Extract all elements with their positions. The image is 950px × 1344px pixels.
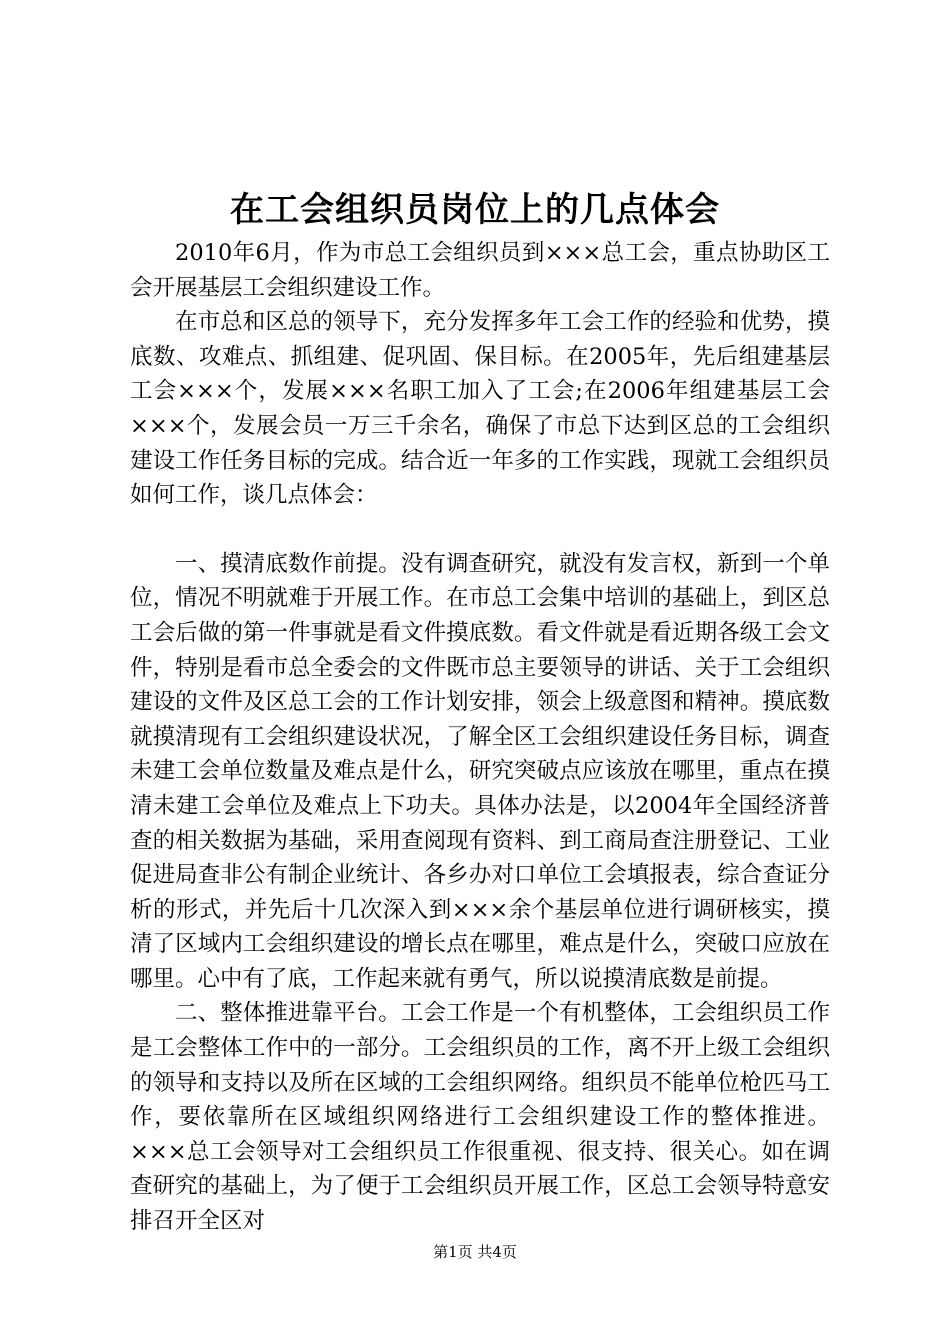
paragraph-intro: 2010年6月，作为市总工会组织员到×××总工会，重点协助区工会开展基层工会组织建设工作。 xyxy=(130,240,830,301)
document-title: 在工会组织员岗位上的几点体会 xyxy=(230,190,720,230)
paragraph-background: 在市总和区总的领导下，充分发挥多年工会工作的经验和优势，摸底数、攻难点、抓组建、促巩固、保目标。在2005年，先后组建基层工会×××个，发展×××名职工加入了工会;在2006年组建基层工会×××个，发展会员一万三千余名，确保了市总下达到区总的工会组织建设工作任务目标的完成。结合近一年多的工作实践，现就工会组织员如何工作，谈几点体会： xyxy=(130,309,830,509)
paragraph-point-two: 二、整体推进靠平台。工会工作是一个有机整体，工会组织员工作是工会整体工作中的一部分。工会组织员的工作，离不开上级工会组织的领导和支持以及所在区域的工会组织网络。组织员不能单位枪匹马工作，要依靠所在区域组织网络进行工会组织建设工作的整体推进。×××总工会领导对工会组织员工作很重视、很支持、很关心。如在调查研究的基础上，为了便于工会组织员开展工作，区总工会领导特意安排召开全区对 xyxy=(130,1000,830,1235)
document-body xyxy=(130,236,830,1239)
page-footer: 第1页 共4页 xyxy=(433,1243,517,1261)
paragraph-point-one: 一、摸清底数作前提。没有调查研究，就没有发言权，新到一个单位，情况不明就难于开展工作。在市总工会集中培训的基础上，到区总工会后做的第一件事就是看文件摸底数。看文件就是看近期各级工会文件，特别是看市总全委会的文件既市总主要领导的讲话、关于工会组织建设的文件及区总工会的工作计划安排，领会上级意图和精神。摸底数就摸清现有工会组织建设状况，了解全区工会组织建设任务目标，调查未建工会单位数量及难点是什么，研究突破点应该放在哪里，重点在摸清未建工会单位及难点上下功夫。具体办法是，以2004年全国经济普查的相关数据为基础，采用查阅现有资料、到工商局查注册登记、工业促进局查非公有制企业统计、各乡办对口单位工会填报表，综合查证分析的形式，并先后十几次深入到×××余个基层单位进行调研核实，摸清了区域内工会组织建设的增长点在哪里，难点是什么，突破口应放在哪里。心中有了底，工作起来就有勇气，所以说摸清底数是前提。 xyxy=(130,550,830,992)
